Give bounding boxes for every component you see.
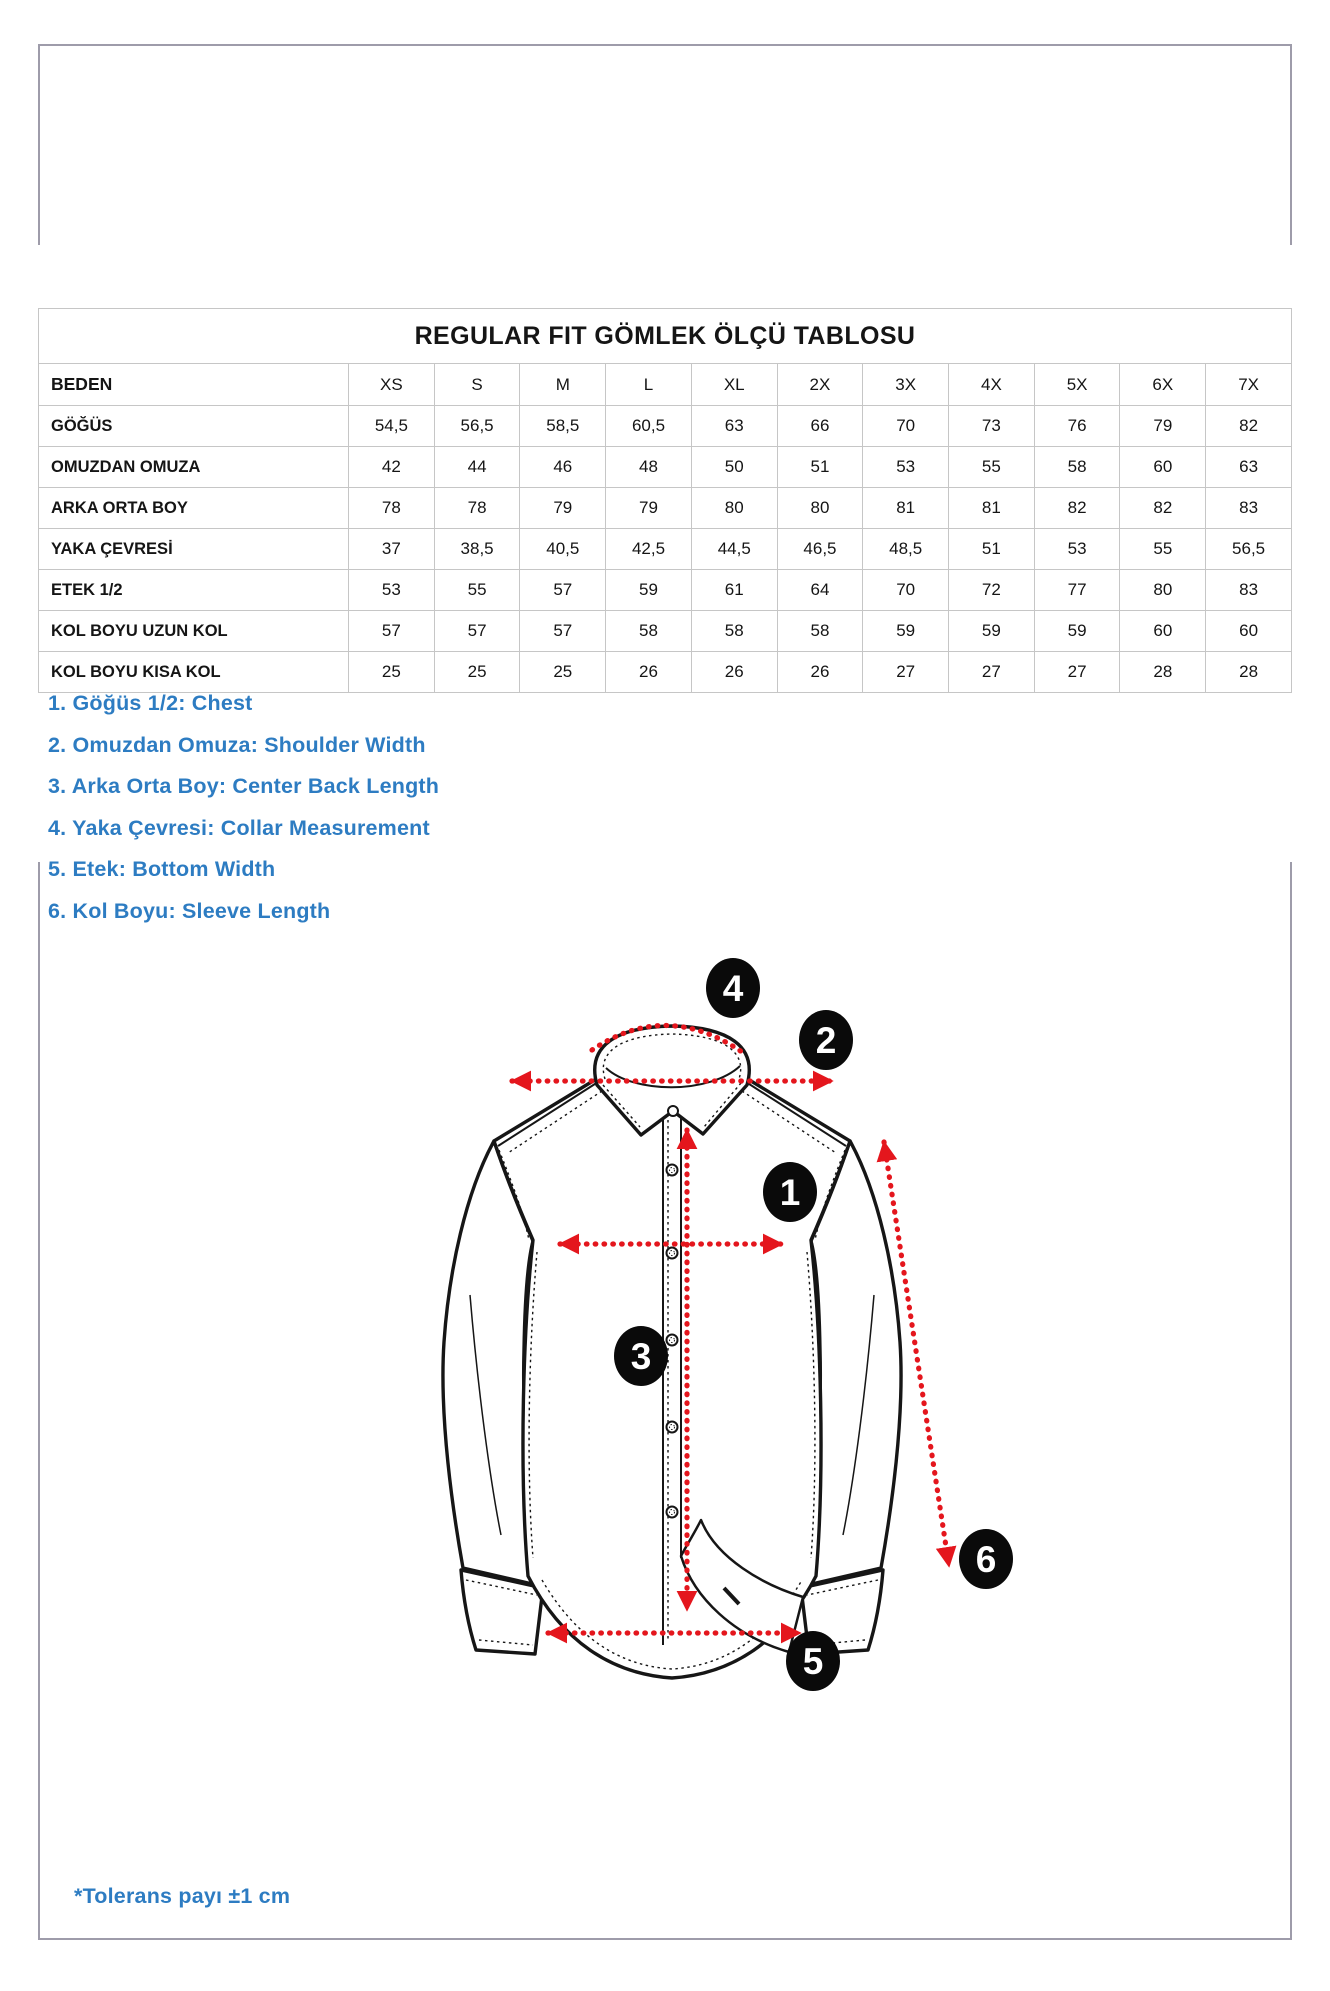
size-value: 63	[1206, 447, 1292, 488]
size-value: 60	[1120, 611, 1206, 652]
size-value: 57	[349, 611, 435, 652]
size-column-header: M	[520, 364, 606, 406]
size-value: 25	[349, 652, 435, 693]
measurement-row	[39, 529, 1292, 570]
measurement-legend	[48, 692, 439, 941]
badge-4-label: 4	[722, 968, 744, 1009]
size-value: 26	[777, 652, 863, 693]
measurement-row	[39, 447, 1292, 488]
outer-frame-right	[1290, 44, 1292, 245]
note-line: 5. Etek: Bottom Width	[48, 857, 276, 881]
measurement-row	[39, 406, 1292, 447]
tolerance-note: *Tolerans payı ±1 cm	[74, 1884, 291, 1908]
row-label: GÖĞÜS	[39, 406, 349, 447]
size-value: 80	[1120, 570, 1206, 611]
size-column-header: 4X	[949, 364, 1035, 406]
size-value: 66	[777, 406, 863, 447]
size-value: 78	[349, 488, 435, 529]
row-label: ETEK 1/2	[39, 570, 349, 611]
measurement-row	[39, 570, 1292, 611]
size-value: 63	[691, 406, 777, 447]
size-value: 44,5	[691, 529, 777, 570]
size-value: 77	[1034, 570, 1120, 611]
size-value: 58	[777, 611, 863, 652]
size-value: 25	[434, 652, 520, 693]
size-value: 58	[1034, 447, 1120, 488]
size-column-header: 2X	[777, 364, 863, 406]
size-value: 81	[863, 488, 949, 529]
size-value: 57	[434, 611, 520, 652]
size-value: 57	[520, 570, 606, 611]
size-value: 38,5	[434, 529, 520, 570]
note-line: 1. Göğüs 1/2: Chest	[48, 691, 253, 715]
badge-2-label: 2	[815, 1020, 837, 1061]
size-value: 25	[520, 652, 606, 693]
size-value: 51	[949, 529, 1035, 570]
size-value: 50	[691, 447, 777, 488]
size-value: 27	[949, 652, 1035, 693]
size-value: 79	[520, 488, 606, 529]
size-value: 60,5	[606, 406, 692, 447]
size-value: 42,5	[606, 529, 692, 570]
size-value: 44	[434, 447, 520, 488]
measurement-row	[39, 652, 1292, 693]
shirt-body	[494, 1058, 850, 1678]
size-value: 81	[949, 488, 1035, 529]
shirt-measurement-diagram	[420, 940, 1035, 1705]
size-value: 79	[606, 488, 692, 529]
row-label: KOL BOYU UZUN KOL	[39, 611, 349, 652]
shirt-illustration	[443, 1026, 901, 1678]
size-value: 80	[777, 488, 863, 529]
size-value: 83	[1206, 570, 1292, 611]
outer-frame-top	[38, 44, 1292, 46]
size-value: 59	[949, 611, 1035, 652]
size-value: 26	[691, 652, 777, 693]
size-value: 53	[1034, 529, 1120, 570]
size-value: 27	[863, 652, 949, 693]
size-value: 53	[349, 570, 435, 611]
table-header-row	[39, 364, 1292, 406]
row-label: ARKA ORTA BOY	[39, 488, 349, 529]
size-value: 83	[1206, 488, 1292, 529]
size-table	[38, 308, 1292, 693]
size-value: 59	[606, 570, 692, 611]
size-value: 28	[1206, 652, 1292, 693]
size-value: 82	[1034, 488, 1120, 529]
size-value: 76	[1034, 406, 1120, 447]
size-value: 60	[1206, 611, 1292, 652]
badge-6-label: 6	[975, 1539, 997, 1580]
size-column-header: XS	[349, 364, 435, 406]
size-value: 70	[863, 406, 949, 447]
size-value: 56,5	[434, 406, 520, 447]
table-title-row	[39, 309, 1292, 364]
size-value: 61	[691, 570, 777, 611]
row-label: OMUZDAN OMUZA	[39, 447, 349, 488]
row-label: KOL BOYU KISA KOL	[39, 652, 349, 693]
size-value: 28	[1120, 652, 1206, 693]
badge-3-label: 3	[630, 1336, 652, 1377]
size-value: 37	[349, 529, 435, 570]
size-value: 53	[863, 447, 949, 488]
size-value: 78	[434, 488, 520, 529]
size-value: 51	[777, 447, 863, 488]
size-value: 46	[520, 447, 606, 488]
size-value: 55	[434, 570, 520, 611]
size-value: 70	[863, 570, 949, 611]
size-value: 46,5	[777, 529, 863, 570]
size-value: 48,5	[863, 529, 949, 570]
size-value: 27	[1034, 652, 1120, 693]
measurement-row	[39, 488, 1292, 529]
size-value: 79	[1120, 406, 1206, 447]
size-value: 55	[1120, 529, 1206, 570]
size-value: 40,5	[520, 529, 606, 570]
size-value: 58	[691, 611, 777, 652]
note-line: 4. Yaka Çevresi: Collar Measurement	[48, 815, 430, 840]
size-column-header: L	[606, 364, 692, 406]
note-line: 6. Kol Boyu: Sleeve Length	[48, 898, 331, 923]
size-value: 73	[949, 406, 1035, 447]
badge-5-label: 5	[802, 1641, 824, 1682]
size-value: 82	[1120, 488, 1206, 529]
size-value: 26	[606, 652, 692, 693]
size-value: 72	[949, 570, 1035, 611]
size-value: 57	[520, 611, 606, 652]
size-column-header: S	[434, 364, 520, 406]
beden-header: BEDEN	[39, 364, 349, 406]
size-value: 80	[691, 488, 777, 529]
row-label: YAKA ÇEVRESİ	[39, 529, 349, 570]
size-column-header: 5X	[1034, 364, 1120, 406]
size-value: 54,5	[349, 406, 435, 447]
size-value: 56,5	[1206, 529, 1292, 570]
size-value: 82	[1206, 406, 1292, 447]
size-value: 60	[1120, 447, 1206, 488]
size-value: 55	[949, 447, 1035, 488]
note-line: 3. Arka Orta Boy: Center Back Length	[48, 774, 440, 798]
size-value: 48	[606, 447, 692, 488]
size-column-header: XL	[691, 364, 777, 406]
size-value: 59	[1034, 611, 1120, 652]
badge-1-label: 1	[779, 1172, 801, 1213]
size-column-header: 3X	[863, 364, 949, 406]
note-line: 2. Omuzdan Omuza: Shoulder Width	[48, 732, 426, 757]
size-value: 59	[863, 611, 949, 652]
size-column-header: 7X	[1206, 364, 1292, 406]
size-value: 42	[349, 447, 435, 488]
table-title: REGULAR FIT GÖMLEK ÖLÇÜ TABLOSU	[39, 309, 1292, 364]
outer-frame-left	[38, 44, 40, 245]
size-column-header: 6X	[1120, 364, 1206, 406]
size-value: 58,5	[520, 406, 606, 447]
measurement-row	[39, 611, 1292, 652]
size-value: 64	[777, 570, 863, 611]
size-value: 58	[606, 611, 692, 652]
